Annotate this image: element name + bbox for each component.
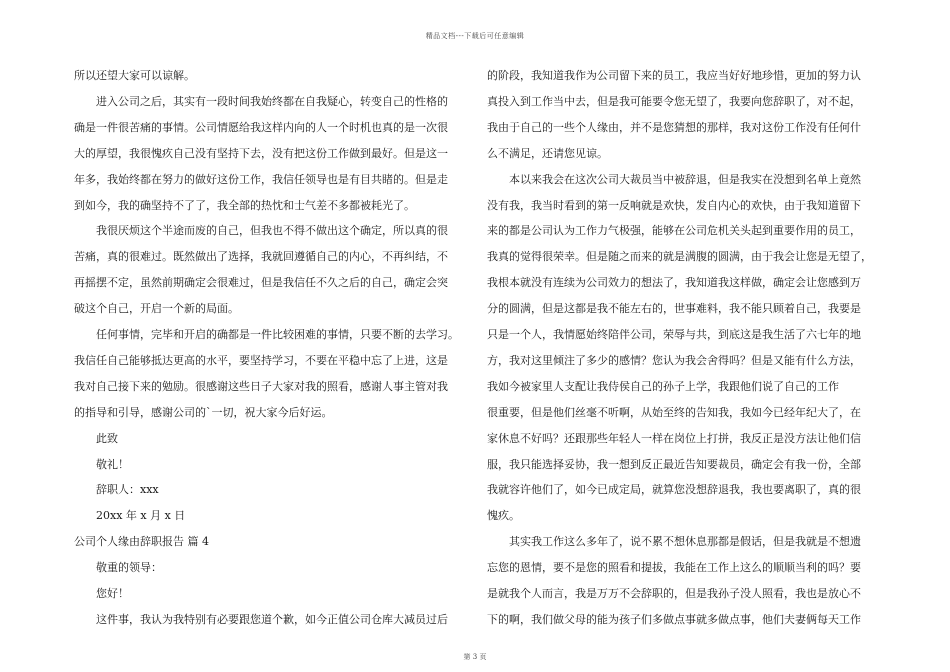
page-number: 第 3 页 xyxy=(463,653,487,661)
text-line: 方，我对这里倾注了多少的感情？您认为我会舍得吗？但是又能有什么方法， xyxy=(487,353,861,367)
text-line: 分的圆满，但是这都是我不能左右的，世事难料，我不能只顾着自己，我要是 xyxy=(487,302,861,316)
text-line: 辞职人：xxx xyxy=(96,483,159,497)
text-line: 年多，我始终都在努力的做好这份工作，我信任领导也是有目共睹的。但是走 xyxy=(74,172,448,186)
page-header: 精品文档---下载后可任意编辑 xyxy=(425,32,525,40)
text-line: 我就容许他们了，如今已成定局，就算您没想辞退我，我也要离职了，真的很 xyxy=(487,483,861,497)
text-line: 的指导和引导，感谢公司的`一切，祝大家今后好运。 xyxy=(74,405,333,419)
text-line: 的阶段，我知道我作为公司留下来的员工，我应当好好地珍惜，更加的努力认 xyxy=(487,69,861,82)
text-line: 服，我只能选择妥协，我一想到反正最近告知要裁员，确定会有我一份，全部 xyxy=(487,457,861,471)
text-line: 进入公司之后，其实有一段时间我始终都在自我疑心，转变自己的性格的 xyxy=(96,94,448,108)
text-line: 苦痛，真的很难过。既然做出了选择，我就回遵循自己的内心，不再纠结，不 xyxy=(74,250,448,264)
text-line: 我真的觉得很荣幸。但是随之而来的就是满腹的圆满，由于我会让您是无望了， xyxy=(487,250,872,264)
text-line: 您好！ xyxy=(96,587,129,600)
text-line: 此致 xyxy=(96,431,118,445)
text-line: 真投入到工作当中去，但是我可能要令您无望了，我要向您辞职了，对不起， xyxy=(487,94,861,108)
text-line: 我由于自己的一些个人缘由，并不是您猜想的那样，我对这份工作没有任何什 xyxy=(487,120,861,134)
text-line: 下的啊，我们做父母的能为孩子们多做点事就多做点事，他们夫妻俩每天工作 xyxy=(487,612,861,626)
text-line: 很重要，但是他们丝毫不听啊，从始至终的告知我，我如今已经年纪大了，在 xyxy=(487,405,861,419)
text-line: 这件事，我认为我特别有必要跟您道个歉，如今正值公司仓库大减员过后 xyxy=(96,612,448,626)
text-line: 愧疚。 xyxy=(487,509,520,523)
text-line: 大的厚望，我很愧疚自己没有坚持下去，没有把这份工作做到最好。但是这一 xyxy=(74,146,448,160)
text-line: 所以还望大家可以谅解。 xyxy=(74,69,195,82)
text-line: 20xx 年 x 月 x 日 xyxy=(96,509,186,523)
text-line: 到如今，我的确坚持不了了，我全部的热忱和士气差不多都被耗光了。 xyxy=(74,198,415,212)
text-line: 我根本就没有连续为公司效力的想法了，我知道我这样做，确定会让您感到万 xyxy=(487,276,861,290)
text-line: 敬重的领导： xyxy=(96,561,162,575)
text-line: 任何事情，完毕和开启的确都是一件比较困难的事情，只要不断的去学习。 xyxy=(96,328,459,341)
text-line: 我如今被家里人支配让我侍侯自己的孙子上学，我跟他们说了自己的工作 xyxy=(487,379,839,393)
text-line: 我很厌烦这个半途而废的自己，但我也不得不做出这个确定，所以真的很 xyxy=(96,224,448,238)
text-line: 我对自己接下来的勉励。很感谢这些日子大家对我的照看，感谢人事主管对我 xyxy=(74,379,448,393)
text-line: 没有我，我当时看到的第一反响就是欢快，发自内心的欢快，由于我知道留下 xyxy=(487,198,861,212)
text-line: 只是一个人，我情愿始终陪伴公司，荣辱与共，到底这是我生活了六七年的地 xyxy=(487,328,861,341)
text-line: 破这个自己，开启一个新的局面。 xyxy=(74,302,239,316)
text-line: 忘您的恩情，要不是您的照看和提拔，我能在工作上这么的顺顺当利的吗？要 xyxy=(487,561,861,575)
text-line: 来的都是公司认为工作力气极强，能够在公司危机关头起到重要作用的员工， xyxy=(487,224,861,238)
text-line: 再摇摆不定，虽然前期确定会很难过，但是我信任不久之后的自己，确定会突 xyxy=(74,276,448,290)
text-line: 家休息不好吗？还跟那些年轻人一样在岗位上打拼，我反正是没方法让他们信 xyxy=(487,431,861,445)
text-line: 确是一件很苦痛的事情。公司情愿给我这样内向的人一个时机也真的是一次很 xyxy=(74,120,448,134)
text-line: 敬礼！ xyxy=(96,457,129,471)
text-line: 公司个人缘由辞职报告 篇 4 xyxy=(74,535,209,549)
text-line: 我信任自己能够抵达更高的水平，要坚持学习，不要在平稳中忘了上进，这是 xyxy=(74,353,448,367)
text-line: 其实我工作这么多年了，说不累不想休息那都是假话，但是我就是不想遗 xyxy=(509,535,861,549)
text-line: 是就我个人而言，我是万万不会辞职的，但是我孙子没人照看，我也是放心不 xyxy=(487,587,861,600)
text-line: 么不满足，还请您见谅。 xyxy=(487,146,608,160)
text-line: 本以来我会在这次公司大裁员当中被辞退，但是我实在没想到名单上竟然 xyxy=(509,172,861,186)
